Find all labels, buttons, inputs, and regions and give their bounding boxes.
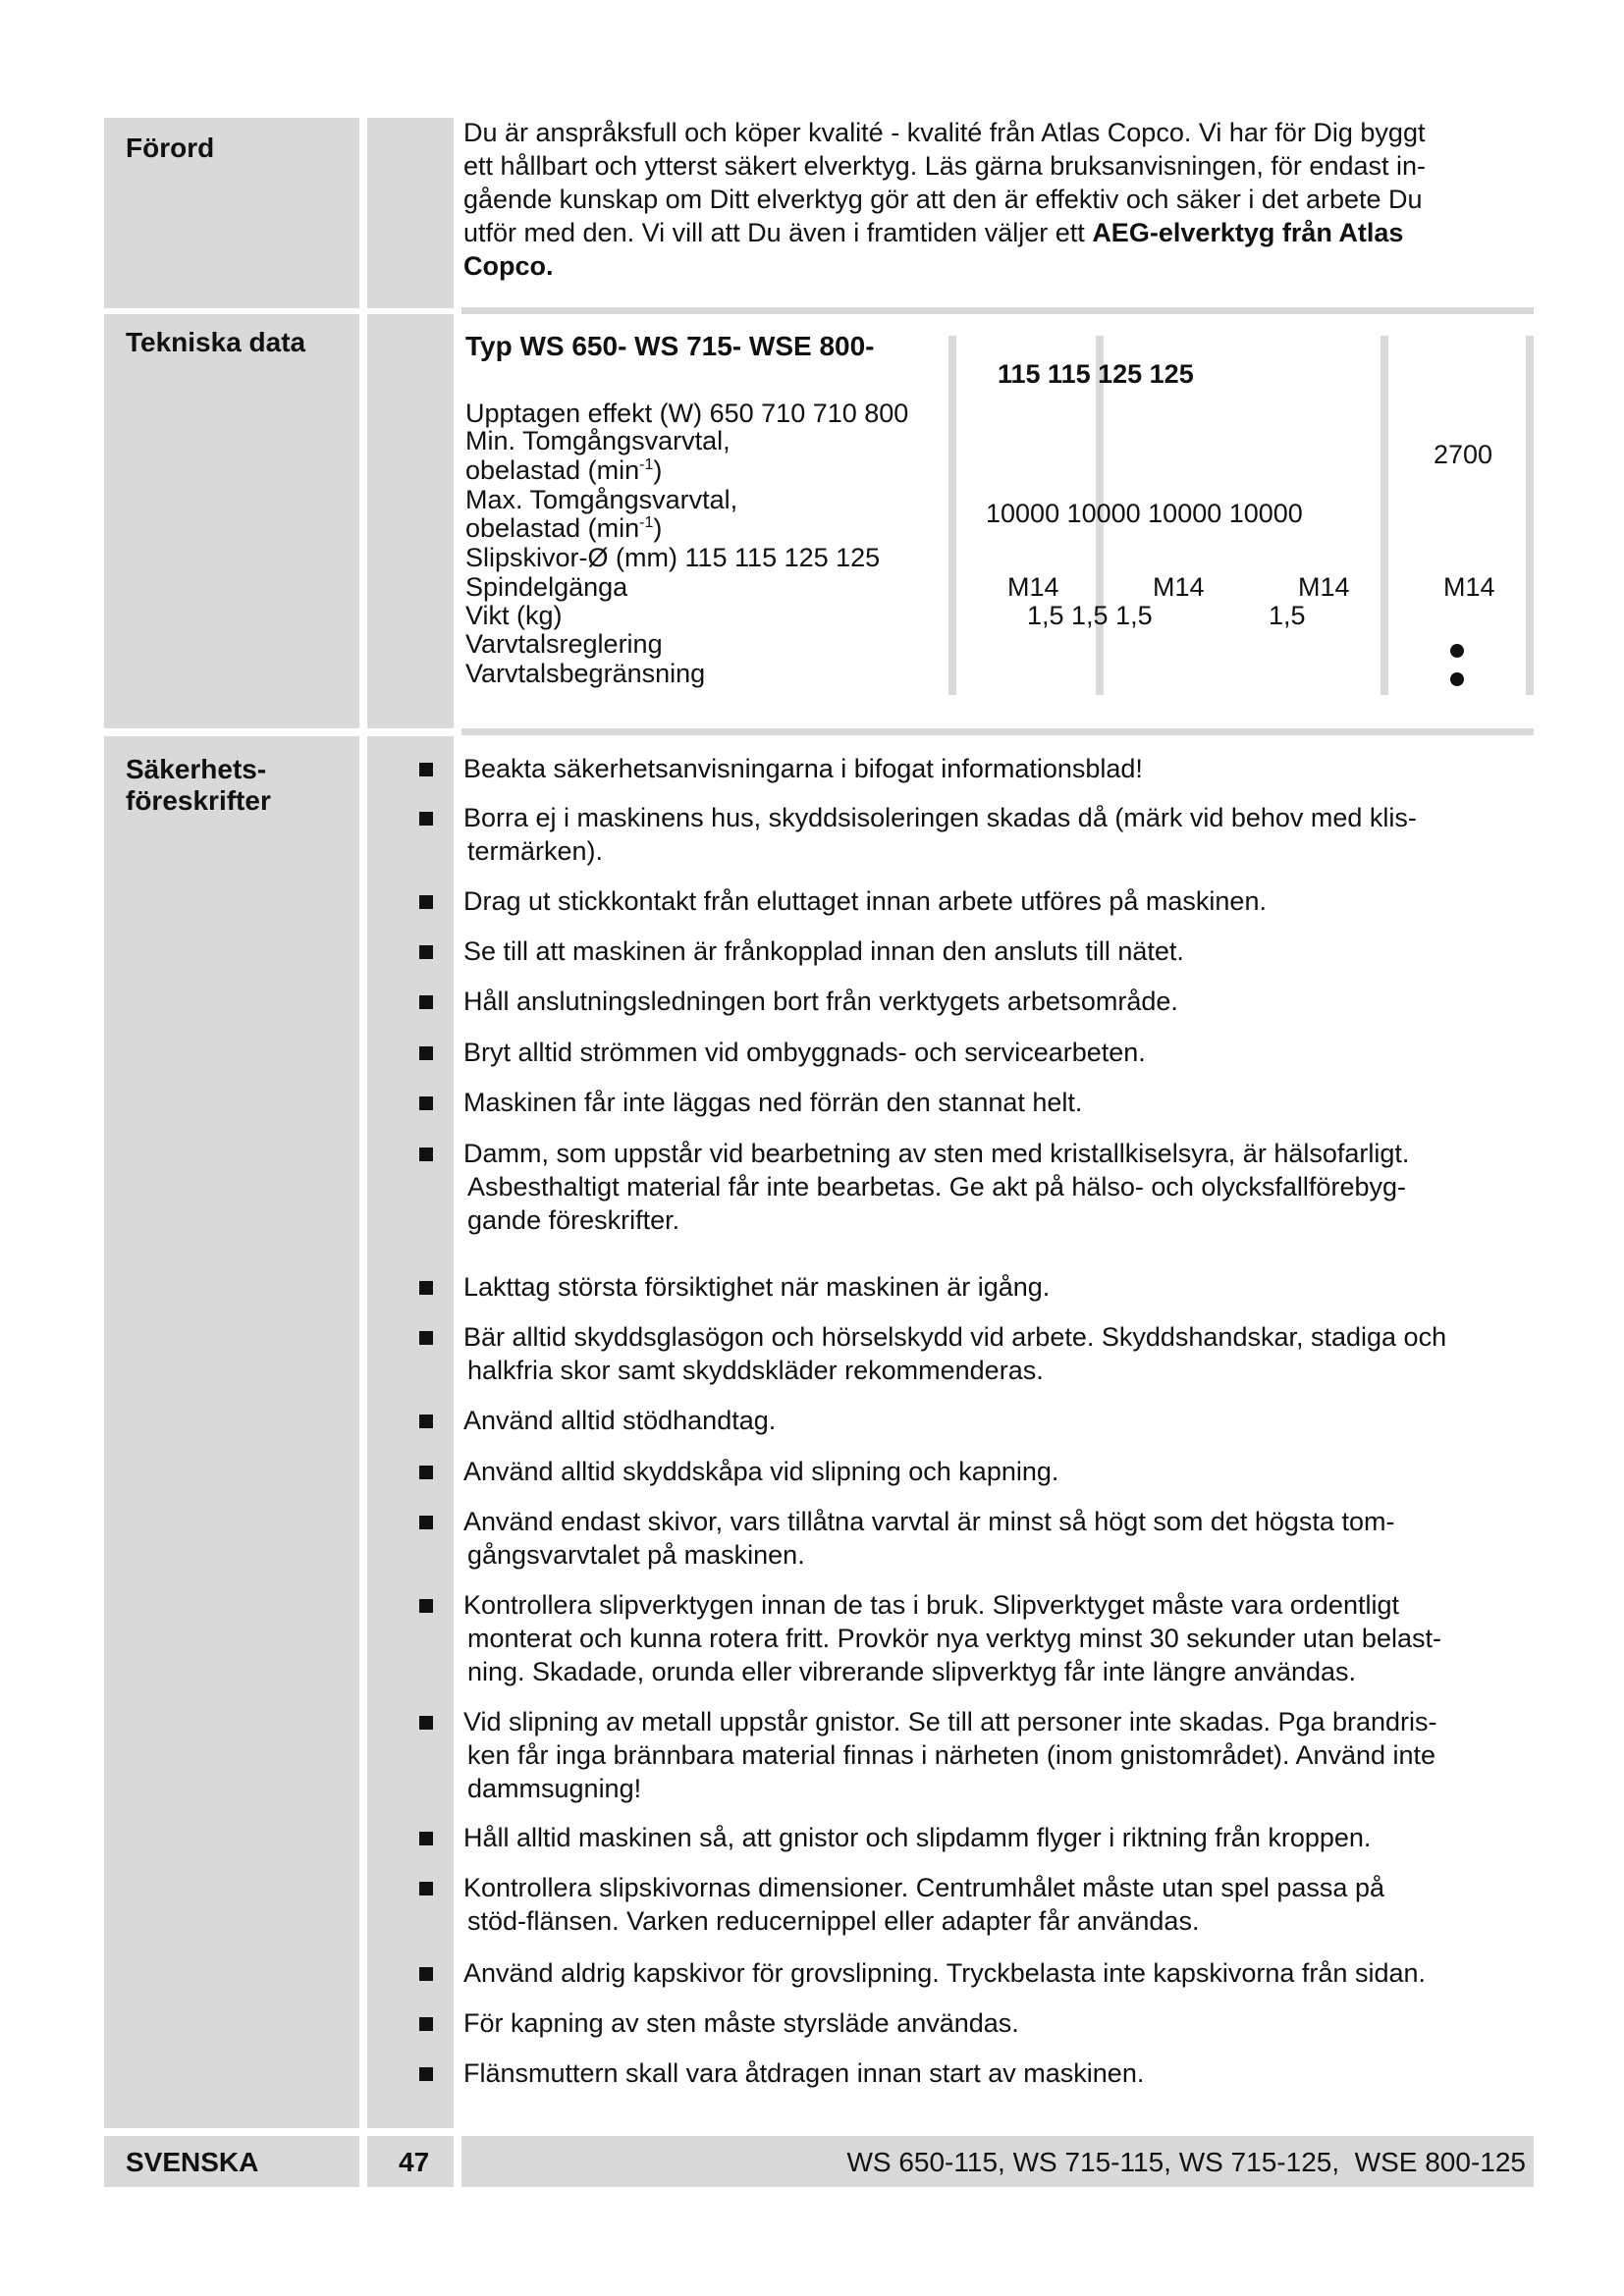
safety-item-line: Använd alltid stödhandtag. [463, 1406, 777, 1435]
safety-item-line: Flänsmuttern skall vara åtdragen innan start av maskinen. [463, 2058, 1145, 2088]
safety-item-line: stöd-flänsen. Varken reducernippel eller adapter får användas. [467, 1906, 1200, 1936]
safety-item-line: Använd aldrig kapskivor för grovslipning. Tryckbelasta inte kapskivorna från sidan. [463, 1958, 1426, 1988]
bullet-marker [419, 1331, 433, 1345]
bullet-marker [419, 1516, 433, 1529]
techdata-spindle-label: Spindelgänga [465, 572, 628, 602]
bullet-marker [419, 1832, 433, 1845]
techdata-spindle-value: M14 [1153, 572, 1205, 602]
techdata-speed-control-label: Varvtalsreglering [465, 629, 663, 659]
safety-item-line: Vid slipning av metall uppstår gnistor. Se till att personer inte skadas. Pga brandris- [463, 1707, 1437, 1736]
bullet-marker [419, 2017, 433, 2031]
safety-item-line: Använd endast skivor, vars tillåtna varvtal är minst så högt som det högsta tom- [463, 1507, 1395, 1536]
safety-item-line: Beakta säkerhetsanvisningarna i bifogat informationsblad! [463, 754, 1143, 783]
number-cell-safety [367, 736, 454, 2128]
safety-item-line: Se till att maskinen är frånkopplad innan den ansluts till nätet. [463, 936, 1184, 966]
techdata-spindle-value: M14 [1298, 572, 1350, 602]
feature-dot [1450, 672, 1464, 686]
section-label-safety-line1: Säkerhets- [126, 754, 267, 784]
safety-item-line: Bryt alltid strömmen vid ombyggnads- och servicearbeten. [463, 1038, 1146, 1067]
footer-page-number: 47 [399, 2147, 430, 2177]
foreword-line: ett hållbart och ytterst säkert elverktyg. Läs gärna bruksanvisningen, för endast in- [463, 151, 1427, 181]
bullet-marker [419, 1096, 433, 1110]
label-cell-technical [104, 314, 359, 728]
safety-item [463, 1505, 1534, 1572]
safety-item [463, 1086, 1534, 1119]
safety-item-line: Lakttag största försiktighet när maskinen är igång. [463, 1272, 1051, 1302]
techdata-speed-limit-label: Varvtalsbegränsning [465, 659, 706, 688]
divider [461, 307, 1534, 314]
bullet-marker [419, 945, 433, 959]
feature-dot [1450, 644, 1464, 658]
divider [461, 728, 1534, 735]
techdata-max-speed-label: Max. Tomgångsvarvtal, [465, 485, 738, 514]
bullet-marker [419, 1882, 433, 1896]
section-label-safety [126, 754, 271, 817]
safety-item-line: Kontrollera slipskivornas dimensioner. Centrumhålet måste utan spel passa på [463, 1873, 1384, 1902]
safety-item-line: För kapning av sten måste styrsläde användas. [463, 2008, 1019, 2038]
bullet-marker [419, 1967, 433, 1981]
safety-item-line: Bär alltid skyddsglasögon och hörselskydd vid arbete. Skyddshandskar, stadiga och [463, 1322, 1447, 1352]
safety-item-line: gångsvarvtalet på maskinen. [467, 1540, 805, 1570]
safety-item [463, 1455, 1534, 1488]
section-label-technical: Tekniska data [126, 327, 306, 357]
techdata-sizes: 115 115 125 125 [998, 359, 1194, 389]
bullet-marker [419, 895, 433, 909]
techdata-max-speed-values: 10000 10000 10000 10000 [986, 499, 1303, 528]
techdata-spindle-value: M14 [1007, 572, 1059, 602]
safety-item [463, 1588, 1534, 1688]
section-label-foreword: Förord [126, 133, 215, 163]
safety-item [463, 985, 1534, 1018]
safety-item-line: Maskinen får inte läggas ned förrän den stannat helt. [463, 1088, 1083, 1117]
safety-item-line: halkfria skor samt skyddskläder rekommenderas. [467, 1356, 1044, 1385]
foreword-line-text: utför med den. Vi vill att Du även i framtiden väljer ett [463, 218, 1093, 247]
safety-item-line: Damm, som uppstår vid bearbetning av sten med kristallkiselsyra, är hälsofarligt. [463, 1139, 1410, 1168]
techdata-disc: Slipskivor-Ø (mm) 115 115 125 125 [465, 543, 881, 572]
safety-item [463, 752, 1534, 785]
bullet-marker [419, 1415, 433, 1428]
number-cell-technical [367, 314, 454, 728]
foreword-line: gående kunskap om Ditt elverktyg gör att den är effektiv och säker i det arbete Du [463, 185, 1423, 214]
foreword-line [463, 249, 1534, 283]
table-column-line [948, 336, 956, 695]
techdata-spindle-value: M14 [1443, 572, 1495, 602]
bullet-marker [419, 1046, 433, 1060]
safety-item [463, 1036, 1534, 1069]
techdata-weight-values: 1,5 1,5 1,5 [1027, 601, 1153, 630]
safety-item-line: Håll anslutningsledningen bort från verktygets arbetsområde. [463, 987, 1178, 1016]
label-cell-safety [104, 736, 359, 2128]
techdata-min-speed-label: obelastad $(\min^{-1})$ [465, 455, 663, 485]
foreword-brand-end: Copco. [463, 251, 554, 281]
safety-item [463, 884, 1534, 918]
techdata-title: Typ WS 650- WS 715- WSE 800- [465, 331, 875, 361]
safety-item [463, 2056, 1534, 2090]
table-column-line [1526, 336, 1534, 695]
safety-item [463, 1956, 1534, 1990]
bullet-marker [419, 1716, 433, 1730]
safety-item-line: gande föreskrifter. [467, 1205, 680, 1235]
foreword-brand: AEG-elverktyg från Atlas [1092, 218, 1404, 247]
safety-item-line: Använd alltid skyddskåpa vid slipning och kapning. [463, 1457, 1059, 1486]
bullet-marker [419, 1148, 433, 1161]
bullet-marker [419, 995, 433, 1009]
safety-item [463, 1137, 1534, 1237]
safety-item [463, 1404, 1534, 1437]
safety-item-line: Kontrollera slipverktygen innan de tas i bruk. Slipverktyget måste vara ordentligt [463, 1590, 1399, 1620]
safety-item [463, 2006, 1534, 2040]
safety-item [463, 934, 1534, 968]
safety-item [463, 1705, 1534, 1805]
safety-item [463, 1270, 1534, 1304]
safety-item-line: ning. Skadade, orunda eller vibrerande slipverktyg får inte längre användas. [467, 1657, 1357, 1686]
foreword-line: Du är anspråksfull och köper kvalité - kvalité från Atlas Copco. Vi har för Dig byggt [463, 118, 1426, 147]
section-label-safety-line2: föreskrifter [126, 785, 271, 816]
foreword-line [463, 216, 1534, 249]
safety-item-line: Borra ej i maskinens hus, skyddsisoleringen skadas då (märk vid behov med klis- [463, 803, 1417, 832]
safety-item [463, 1821, 1534, 1854]
bullet-marker [419, 1281, 433, 1295]
safety-item-line: ken får inga brännbara material finnas i närheten (inom gnistområdet). Använd inte [467, 1740, 1436, 1770]
bullet-marker [419, 1466, 433, 1479]
footer-language: SVENSKA [126, 2147, 259, 2177]
techdata-power: Upptagen effekt (W) 650 710 710 800 [465, 399, 909, 428]
safety-item [463, 801, 1534, 868]
safety-item-line: termärken). [467, 836, 604, 866]
techdata-min-speed-value: 2700 [1434, 440, 1493, 469]
techdata-weight-label: Vikt (kg) [465, 601, 563, 630]
safety-item-line: Drag ut stickkontakt från eluttaget innan arbete utföres på maskinen. [463, 886, 1267, 916]
bullet-marker [419, 1599, 433, 1613]
table-column-line [1380, 336, 1388, 695]
safety-item [463, 1871, 1534, 1938]
safety-item-line: dammsugning! [467, 1774, 642, 1803]
footer-models: WS 650-115, WS 715-115, WS 715-125, WSE 800-125 [846, 2147, 1526, 2177]
bullet-marker [419, 812, 433, 826]
safety-item-line: monterat och kunna rotera fritt. Provkör nya verktyg minst 30 sekunder utan belast- [467, 1624, 1441, 1653]
bullet-marker [419, 763, 433, 776]
safety-item-line: Asbesthaltigt material får inte bearbetas. Ge akt på hälso- och olycksfallförebyg- [467, 1172, 1406, 1201]
number-cell-foreword [367, 118, 454, 308]
foreword-text [463, 116, 1534, 283]
safety-item [463, 1320, 1534, 1387]
bullet-marker [419, 2067, 433, 2081]
techdata-min-speed-label: Min. Tomgångsvarvtal, [465, 426, 731, 455]
techdata-max-speed-label: obelastad $(\min^{-1})$ [465, 513, 663, 543]
safety-item-line: Håll alltid maskinen så, att gnistor och slipdamm flyger i riktning från kroppen. [463, 1823, 1372, 1852]
techdata-weight-value: 1,5 [1269, 601, 1306, 630]
